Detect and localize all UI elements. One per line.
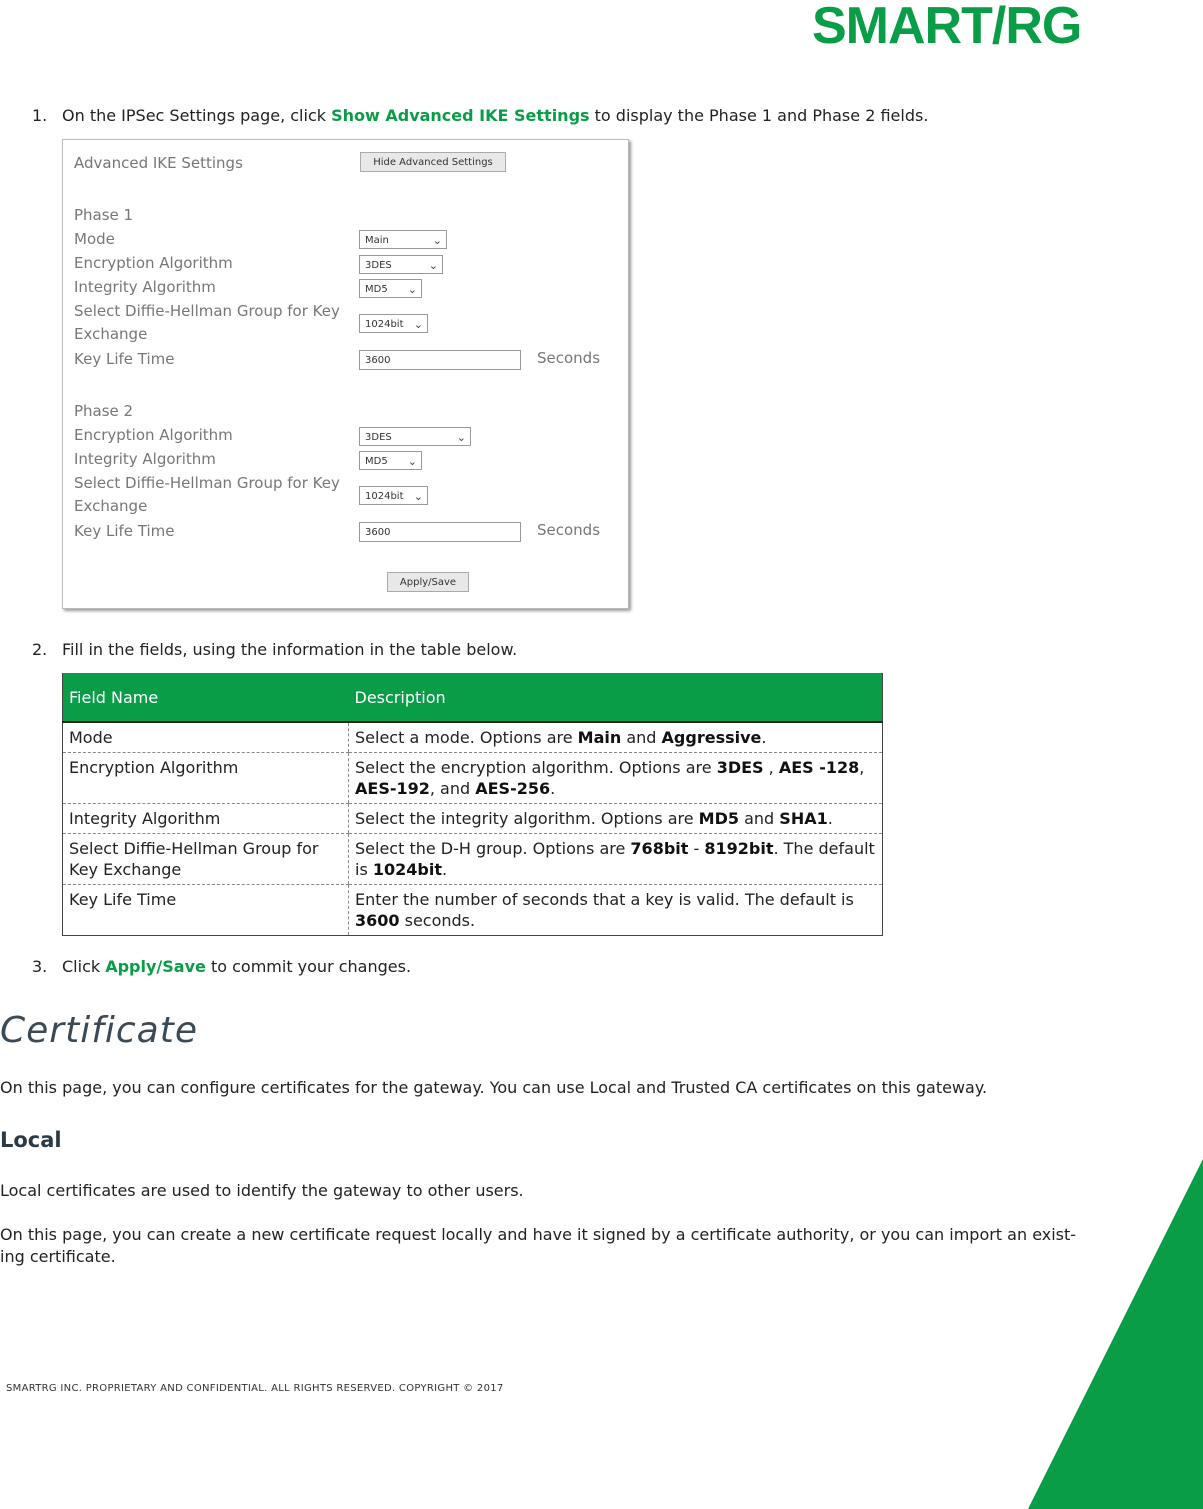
option-value: 768bit [630,839,689,858]
phase1-dh-label: Select Diffie-Hellman Group for Key [74,302,340,320]
header-description: Description [349,673,883,722]
chevron-down-icon: ⌄ [413,318,423,331]
select-value: Main [365,235,389,246]
table-row [63,834,883,885]
apply-save-button[interactable]: Apply/Save [387,572,469,592]
phase1-int-label: Integrity Algorithm [74,278,216,296]
description-text: . The default is [355,839,875,879]
field-name-cell: Select Diffie-Hellman Group for Key Exchange [63,834,349,885]
apply-save-link: Apply/Save [105,957,206,976]
local-paragraph-2 [0,1224,1150,1268]
step-text: On the IPSec Settings page, click [62,106,332,125]
option-value: AES-256 [475,779,551,798]
select-value: 3DES [365,432,392,443]
phase1-mode-select[interactable] [359,230,447,249]
description-text: - [688,839,705,858]
phase1-klt-label: Key Life Time [74,350,175,368]
table-row [63,804,883,834]
step-number: 2. [32,640,48,659]
step-2 [32,640,517,659]
field-name-cell: Mode [63,722,349,753]
table-row [63,722,883,753]
select-value: MD5 [365,284,388,295]
option-value: 8192bit [704,839,774,858]
field-description-table [62,673,883,936]
table-header-row [63,673,883,722]
description-text: , [763,758,779,777]
option-value: 1024bit [372,860,442,879]
chevron-down-icon: ⌄ [428,259,438,272]
phase1-keylife-input[interactable]: 3600 [359,350,521,370]
phase2-klt-label: Key Life Time [74,522,175,540]
option-value: AES-192 [355,779,430,798]
description-text: . [550,779,556,798]
smartrg-logo: SMART/RG [812,0,1082,55]
phase2-keylife-input[interactable]: 3600 [359,522,521,542]
description-text: Select the D-H group. Options are [355,839,631,858]
chevron-down-icon: ⌄ [413,490,423,503]
green-corner-decoration [1028,1159,1203,1509]
corner-triangle [1028,1159,1203,1509]
phase1-int-select[interactable] [359,279,422,298]
phase1-enc-label: Encryption Algorithm [74,254,233,272]
field-name-cell: Key Life Time [63,885,349,936]
local-heading: Local [0,1128,62,1152]
table-row [63,753,883,804]
phase2-dh-label-2: Exchange [74,497,148,515]
description-text: seconds. [399,911,476,930]
step-text: to display the Phase 1 and Phase 2 fields. [589,106,929,125]
option-value: 3600 [355,911,400,930]
phase1-dh-label-2: Exchange [74,325,148,343]
select-value: 1024bit [365,491,404,502]
description-cell [349,753,883,804]
chevron-down-icon: ⌄ [432,234,442,247]
description-cell [349,722,883,753]
description-cell [349,885,883,936]
phase1-enc-select[interactable] [359,255,443,274]
description-text: and [621,728,662,747]
paragraph-line: ing certificate. [0,1247,116,1266]
description-text: . [827,809,833,828]
step-number: 1. [32,106,48,125]
step-number: 3. [32,957,48,976]
phase2-int-label: Integrity Algorithm [74,450,216,468]
step-3 [32,957,411,976]
phase2-dh-label: Select Diffie-Hellman Group for Key [74,474,340,492]
hide-advanced-settings-button[interactable]: Hide Advanced Settings [360,152,506,172]
step-1 [32,106,928,125]
phase2-heading: Phase 2 [74,402,134,420]
select-value: 1024bit [365,319,404,330]
select-value: MD5 [365,456,388,467]
description-cell [349,804,883,834]
phase1-heading: Phase 1 [74,206,134,224]
description-text: Select the encryption algorithm. Options are [355,758,717,777]
option-value: 3DES [716,758,764,777]
phase2-enc-label: Encryption Algorithm [74,426,233,444]
phase2-int-select[interactable] [359,451,422,470]
phase2-enc-select[interactable] [359,427,471,446]
field-name-cell: Integrity Algorithm [63,804,349,834]
option-value: Aggressive [661,728,762,747]
step-text: Click [62,957,106,976]
step-text: to commit your changes. [205,957,412,976]
paragraph-line: On this page, you can create a new certificate request locally and have it signed by a certificate authority, or you can import an exist- [0,1225,1077,1244]
phase1-seconds-unit: Seconds [537,349,601,367]
chevron-down-icon: ⌄ [407,283,417,296]
certificate-heading: Certificate [0,1010,198,1051]
chevron-down-icon: ⌄ [456,431,466,444]
description-text: . [761,728,767,747]
description-text: Enter the number of seconds that a key is valid. The default is [355,890,854,909]
description-text: and [739,809,780,828]
phase2-dh-select[interactable] [359,486,428,505]
description-text: . [442,860,448,879]
table-row [63,885,883,936]
option-value: AES -128 [778,758,860,777]
show-advanced-ike-link: Show Advanced IKE Settings [331,106,590,125]
select-value: 3DES [365,260,392,271]
description-text: Select a mode. Options are [355,728,578,747]
field-name-cell: Encryption Algorithm [63,753,349,804]
step-text: Fill in the fields, using the information in the table below. [62,640,518,659]
certificate-intro: On this page, you can configure certificates for the gateway. You can use Local and Trusted CA certificates on this gateway. [0,1078,988,1097]
description-text: Select the integrity algorithm. Options are [355,809,699,828]
local-paragraph-1: Local certificates are used to identify the gateway to other users. [0,1181,524,1200]
header-field-name: Field Name [63,673,349,722]
option-value: MD5 [698,809,740,828]
phase1-mode-label: Mode [74,230,115,248]
phase1-dh-select[interactable] [359,314,428,333]
description-text: , [859,758,865,777]
option-value: SHA1 [779,809,828,828]
description-text: , and [429,779,476,798]
footer-copyright: SMARTRG INC. PROPRIETARY AND CONFIDENTIAL. ALL RIGHTS RESERVED. COPYRIGHT © 2017 [6,1383,504,1394]
phase2-seconds-unit: Seconds [537,521,601,539]
chevron-down-icon: ⌄ [407,455,417,468]
panel-title: Advanced IKE Settings [74,154,243,172]
description-cell [349,834,883,885]
advanced-ike-settings-screenshot [62,139,629,609]
option-value: Main [577,728,622,747]
